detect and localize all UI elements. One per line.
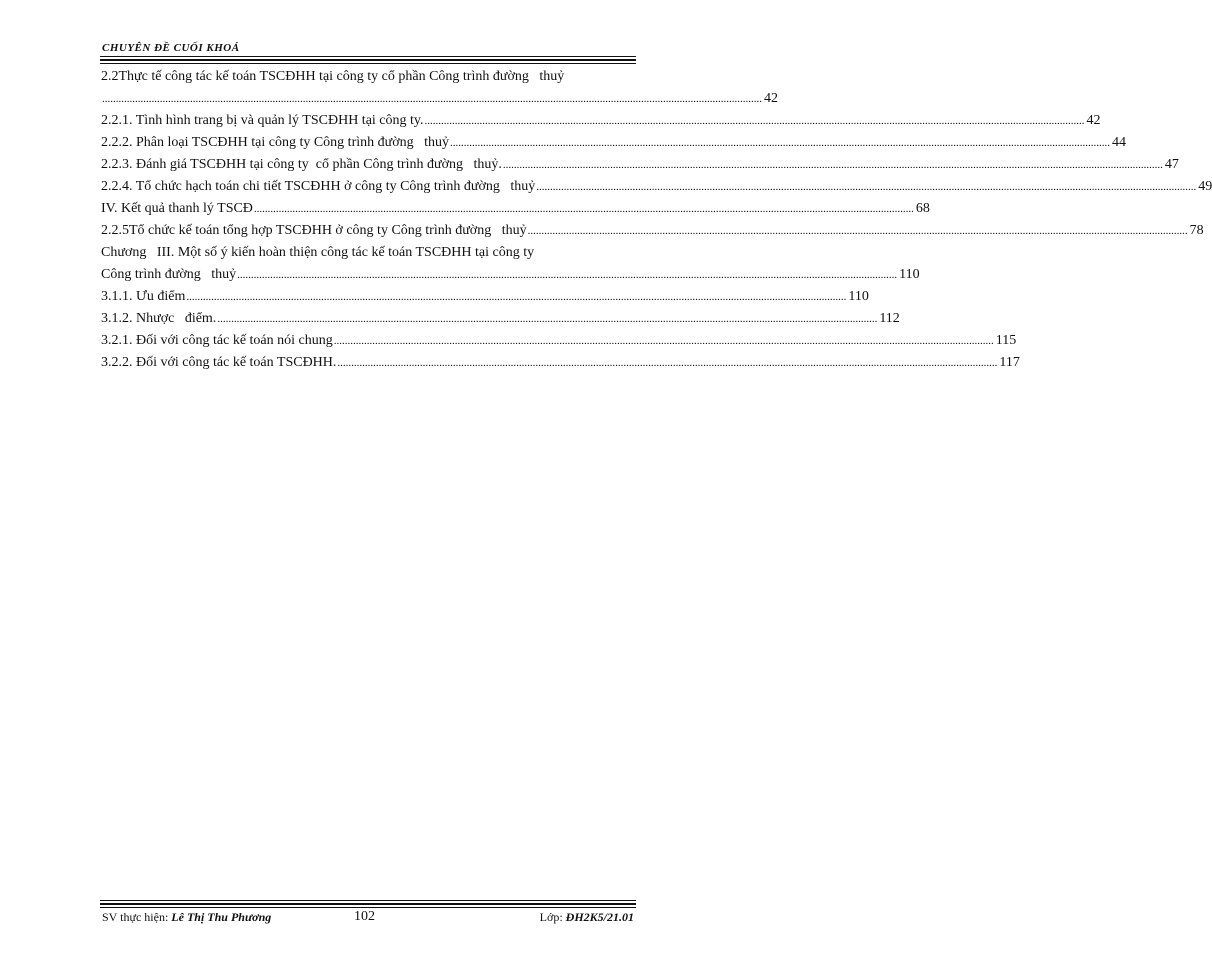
toc-entry-title: 3.2.1. Đối với công tác kế toán nói chung xyxy=(101,333,333,348)
toc-entry xyxy=(101,264,920,286)
footer-student xyxy=(102,908,271,926)
toc-entry-title: 2.2.4. Tổ chức hạch toán chi tiết TSCĐHH ở công ty Công trình đường thuỷ xyxy=(101,179,536,194)
toc-entry-title: 2.2.3. Đánh giá TSCĐHH tại công ty cổ phần Công trình đường thuỷ. xyxy=(101,157,502,172)
toc-leader-dots xyxy=(102,88,762,110)
toc-entry-page: 115 xyxy=(995,333,1017,348)
toc-entry-page: 110 xyxy=(899,267,920,282)
page-footer xyxy=(100,900,636,930)
footer-page-number: 102 xyxy=(354,909,375,924)
toc-entry xyxy=(101,110,1101,132)
table-of-contents xyxy=(101,66,1212,374)
toc-entry xyxy=(101,286,869,308)
toc-entry xyxy=(101,352,1020,374)
toc-entry-title: 3.1.1. Ưu điểm xyxy=(101,289,186,304)
toc-leader-dots xyxy=(337,352,997,374)
toc-entry-page: 78 xyxy=(1189,223,1204,238)
toc-entry-title: Công trình đường thuỷ xyxy=(101,267,237,282)
toc-entry xyxy=(101,198,930,220)
toc-entry xyxy=(101,88,778,110)
footer-student-name: Lê Thị Thu Phương xyxy=(171,910,272,924)
footer-row xyxy=(100,908,636,926)
toc-entry-page: 112 xyxy=(879,311,900,326)
toc-entry xyxy=(101,132,1127,154)
toc-entry xyxy=(101,242,637,264)
footer-rules xyxy=(100,900,636,908)
toc-entry-title: 2.2Thực tế công tác kế toán TSCĐHH tại công ty cổ phần Công trình đường thuỷ xyxy=(101,69,565,84)
toc-entry xyxy=(101,330,1017,352)
toc-leader-dots xyxy=(237,264,897,286)
toc-leader-dots xyxy=(450,132,1110,154)
footer-class-value: ĐH2K5/21.01 xyxy=(565,910,634,924)
header-rule-thin-bottom xyxy=(100,63,636,64)
toc-entry-title: 2.2.5Tổ chức kế toán tổng hợp TSCĐHH ở công ty Công trình đường thuỷ xyxy=(101,223,527,238)
footer-student-label: SV thực hiện: xyxy=(102,910,169,924)
toc-entry xyxy=(101,308,900,330)
footer-rule-thick xyxy=(100,903,636,905)
toc-entry-page: 42 xyxy=(764,91,778,106)
footer-class-label: Lớp: xyxy=(539,910,563,924)
toc-leader-dots xyxy=(528,220,1188,242)
footer-rule-thin-top xyxy=(100,900,636,901)
toc-entry xyxy=(101,154,1179,176)
toc-entry-page: 47 xyxy=(1164,157,1179,172)
header-rule-thick xyxy=(100,59,636,61)
toc-leader-dots xyxy=(536,176,1196,198)
toc-entry-page: 68 xyxy=(915,201,930,216)
toc-entry-title: 2.2.1. Tình hình trang bị và quản lý TSCĐHH tại công ty. xyxy=(101,113,424,128)
header-rule-thin xyxy=(100,56,636,57)
toc-entry xyxy=(101,176,1212,198)
toc-leader-dots xyxy=(217,308,877,330)
toc-leader-dots xyxy=(186,286,846,308)
toc-entry xyxy=(101,220,1204,242)
toc-entry-page: 49 xyxy=(1198,179,1212,194)
toc-entry-page: 110 xyxy=(848,289,869,304)
toc-entry-page: 117 xyxy=(999,355,1020,370)
toc-entry-title: 2.2.2. Phân loại TSCĐHH tại công ty Công trình đường thuỷ xyxy=(101,135,450,150)
footer-class xyxy=(540,908,634,926)
header-title: CHUYÊN ĐỀ CUỐI KHOÁ xyxy=(102,42,240,54)
page-header xyxy=(100,40,636,64)
toc-leader-dots xyxy=(425,110,1085,132)
toc-entry-title: IV. Kết quả thanh lý TSCĐ xyxy=(101,201,253,216)
toc-leader-dots xyxy=(254,198,914,220)
toc-entry-title: 3.1.2. Nhược điểm. xyxy=(101,311,217,326)
toc-entry xyxy=(101,66,637,88)
toc-entry-title: Chương III. Một số ý kiến hoàn thiện công tác kế toán TSCĐHH tại công ty xyxy=(101,245,535,260)
toc-leader-dots xyxy=(334,330,994,352)
toc-entry-page: 44 xyxy=(1112,135,1127,150)
toc-entry-title: 3.2.2. Đối với công tác kế toán TSCĐHH. xyxy=(101,355,337,370)
toc-entry-page: 42 xyxy=(1086,113,1101,128)
toc-leader-dots xyxy=(503,154,1163,176)
